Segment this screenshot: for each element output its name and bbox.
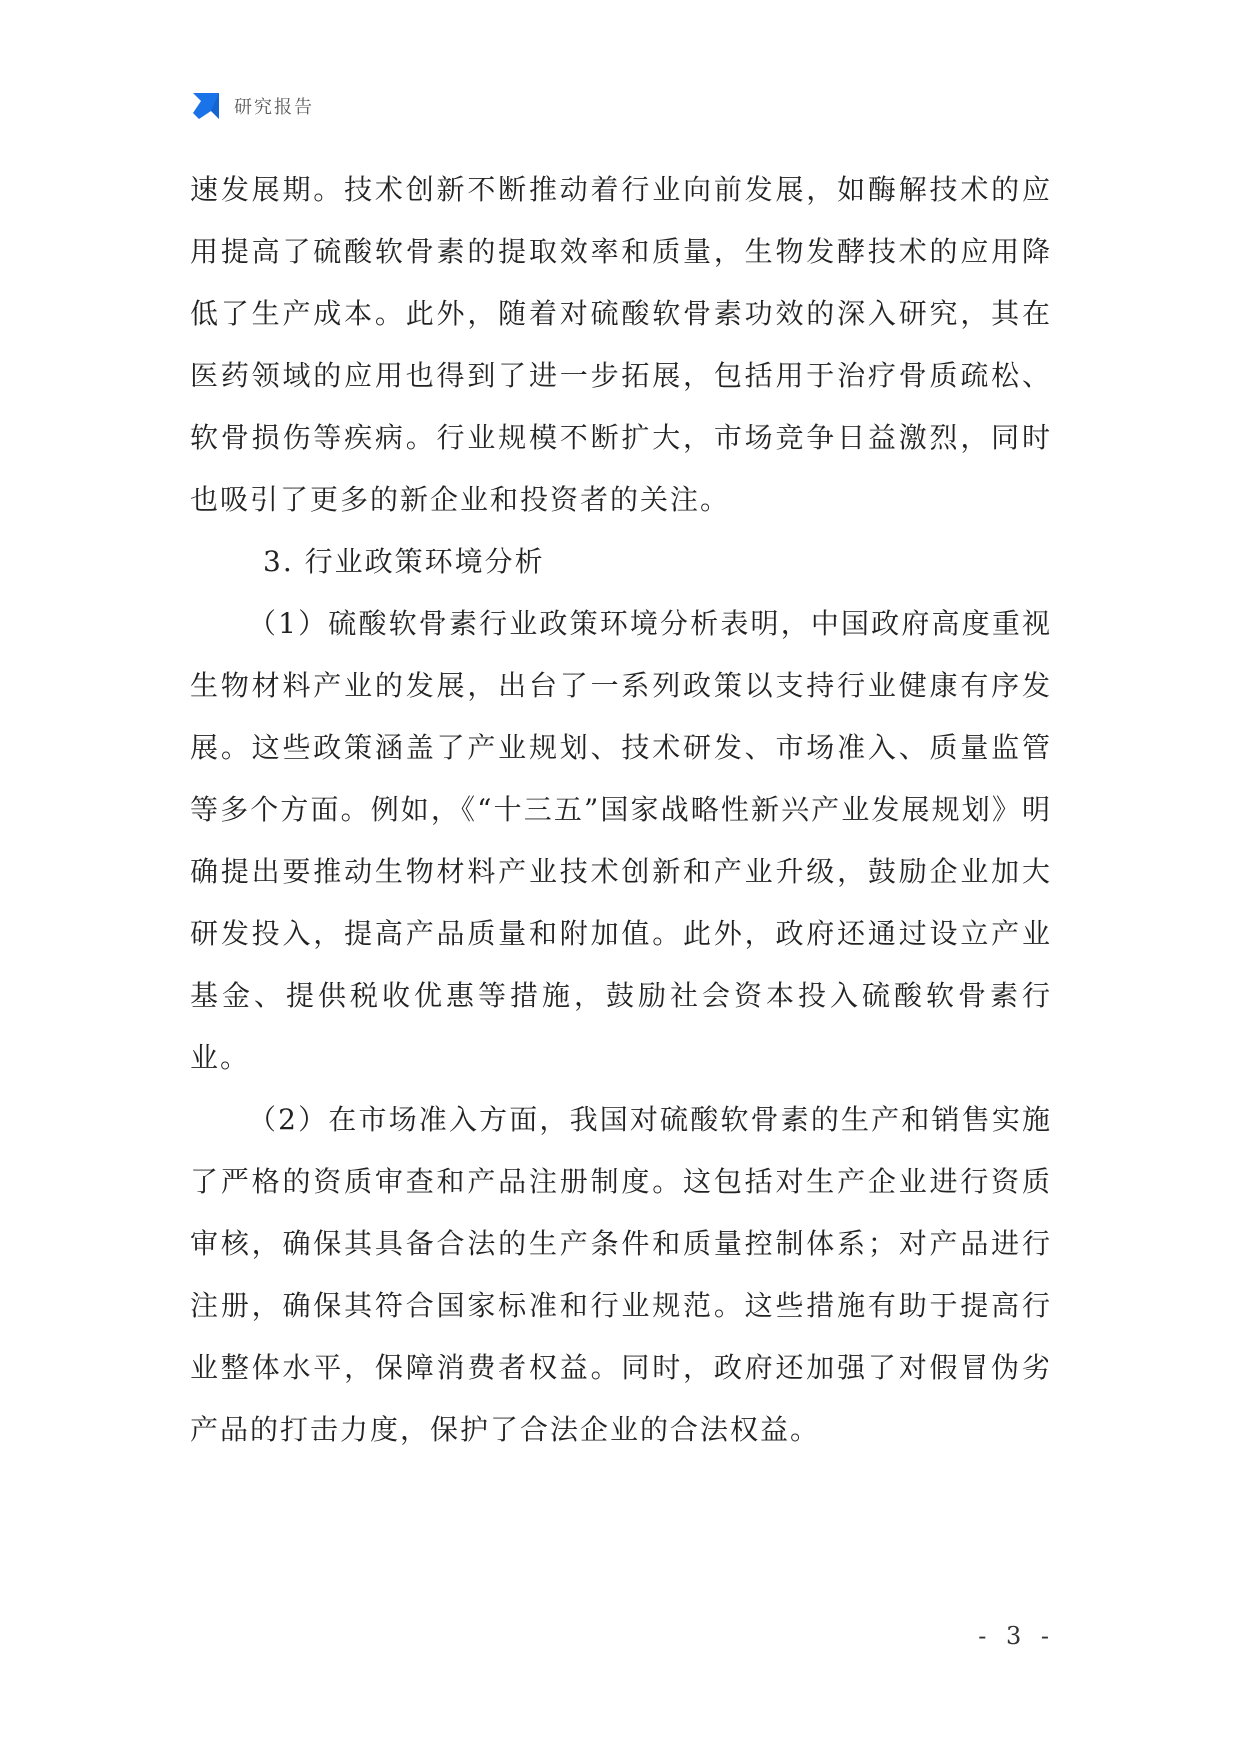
paragraph-policy-2: （2）在市场准入方面，我国对硫酸软骨素的生产和销售实施了严格的资质审查和产品注册制度。这包括对生产企业进行资质审核，确保其具备合法的生产条件和质量控制体系；对产品进行注册，确保其符合国家标准和行业规范。这些措施有助于提高行业整体水平，保障消费者权益。同时，政府还加强了对假冒伪劣产品的打击力度，保护了合法企业的合法权益。: [190, 1103, 1052, 1446]
document-body: [190, 159, 1052, 1461]
paragraph-continued: 速发展期。技术创新不断推动着行业向前发展，如酶解技术的应用提高了硫酸软骨素的提取效率和质量，生物发酵技术的应用降低了生产成本。此外，随着对硫酸软骨素功效的深入研究，其在医药领域的应用也得到了进一步拓展，包括用于治疗骨质疏松、软骨损伤等疾病。行业规模不断扩大，市场竞争日益激烈，同时也吸引了更多的新企业和投资者的关注。: [190, 173, 1052, 516]
arrow-up-right-icon: [190, 90, 222, 122]
report-label: 研究报告: [234, 97, 314, 118]
section-heading: 3. 行业政策环境分析: [263, 545, 545, 578]
paragraph-policy-1: （1）硫酸软骨素行业政策环境分析表明，中国政府高度重视生物材料产业的发展，出台了一系列政策以支持行业健康有序发展。这些政策涵盖了产业规划、技术研发、市场准入、质量监管等多个方面。例如，《“十三五”国家战略性新兴产业发展规划》明确提出要推动生物材料产业技术创新和产业升级，鼓励企业加大研发投入，提高产品质量和附加值。此外，政府还通过设立产业基金、提供税收优惠等措施，鼓励社会资本投入硫酸软骨素行业。: [190, 607, 1052, 1074]
page-number: - 3 -: [978, 1622, 1055, 1650]
page-header: [190, 88, 314, 124]
